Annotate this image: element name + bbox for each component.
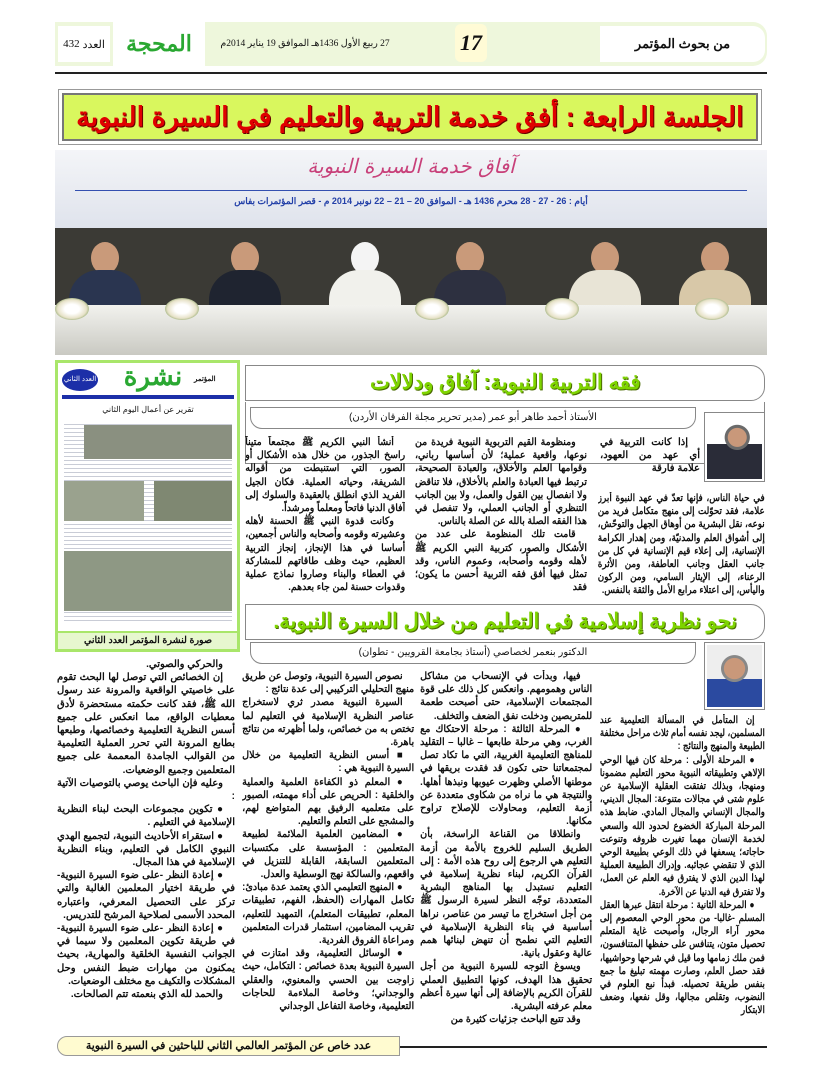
paragraph: ● الوسائل التعليمية، وقد امتازت في السيرة النبوية بعدة خصائص : التكامل، حيث زاوجت بين الحسي والمعنوي، والعقلي والوجداني؛ وخاصة الملاءمة للحاجات التعليمية، وخاصة التفاعل الوجداني — [242, 948, 414, 1013]
article1-author-box — [250, 407, 696, 429]
article1-title-box — [245, 365, 765, 401]
paragraph: إن المتأمل في المسألة التعليمية عند المسلمين، ليجد نفسه أمام ثلاث مراحل مختلفة الطبيعة والمنهج والنتائج : — [600, 715, 765, 753]
paragraph: ويسوغ التوجه للسيرة النبوية من أجل تحقيق هذا الهدف، كونها التطبيق العملي للقرآن الكريم بالإضافة إلى أنها سيرة أعظم معلم عرفته البشرية. — [420, 961, 592, 1013]
paragraph: والحركي والصوتي. — [146, 659, 223, 670]
footer-rule — [400, 1046, 767, 1048]
paragraph: ● إعادة النظر -على ضوء السيرة النبوية- في طريقة تكوين المعلمين ولا سيما في الجوانب النفسية الخلقية والمهارية، بحيث يمكنون من مهارات ضبط النفس وحل المشكلات والتكيف مع مختلف الوضعيات. — [57, 923, 235, 987]
issue-label: العدد — [82, 38, 105, 51]
author-photo — [704, 412, 765, 482]
article2-author: الدكتور بنعمر لخصاصي (أستاذ بجامعة القرويين - تطوان) — [358, 647, 588, 658]
newsletter-name: نشرة — [123, 361, 183, 391]
paragraph: ■ أسس النظرية التعليمية من خلال السيرة النبوية هي : — [242, 750, 414, 775]
issue-number — [58, 26, 110, 62]
article1-author: الأستاذ أحمد طاهر أبو عمر (مدير تحرير مجلة الفرقان الأردن) — [349, 412, 597, 423]
paragraph: وكانت قدوة النبي ﷺ الحسنة لأهله وعشيرته وقومه وأصحابه والناس أجمعين، أساسا في هذا الإنجاز، إنجاز التربية العظيم، حيث وظف طاقاتهم للمشاركة في العطاء والبناء وصاروا نماذج عملية وقدوات حسنة لمن جاء بعدهم. — [245, 516, 405, 594]
article2-col2 — [420, 670, 592, 1030]
issue-date: 27 ربيع الأول 1436هـ الموافق 19 يناير 2014م — [220, 39, 390, 49]
paragraph: إذا كانت التربية في أي عهد من العهود، علامة فارقة — [600, 437, 700, 475]
article1-col1-continued: في حياة الناس، فإنها تعدّ في عهد النبوة أبرز علامة، فقد تحوّلت إلى منهج متكامل فريد من نوعه، نقل البشرية من أوهاق الجهل والتوحّش، إلى أشواق العلم والمدنيّة، ومن إهدار الكرامة الإنسانية، إلى إعلاء قيم الإنسانية في كل من جانب العقل وجانب العاطفة، ومن الأثرة الرعناء، إلى الإيثار السامي، ومن الركون واليأس، إلى اعتلاء مرابع الأمل والثقة بالنفس. — [598, 493, 765, 597]
flower-arrangement — [545, 298, 579, 320]
article1-title: فقه التربية النبوية: آفاق ودلالات — [370, 371, 641, 394]
flower-arrangement — [55, 298, 89, 320]
paragraph: ● المرحلة الثانية : مرحلة انتقل عبرها العقل المسلم -غالبا- من محور الوحي المعصوم إلى محور آراء الرجال، وأصبحت غاية المتعلم تحصيل متون، يتنافس على حفظها المتنافسون، فمن ملك زمامها وما قيل في شرحها وحواشيها، فقد حصل العلم، وصارت مهمته تبليغ ما جمع بنفس طريقة تحصيله. فبدأ نبع العلوم في النضوب، وتقلص مجالها، وقل نفعها، وضعف الابتكار — [600, 899, 765, 1017]
issue-value: 432 — [63, 38, 80, 50]
article2-author-box — [250, 642, 696, 664]
article2-title: نحو نظرية إسلامية في التعليم من خلال السيرة النبوية. — [273, 610, 737, 633]
photo-banner-rule — [75, 190, 747, 191]
paragraph: ● المضامين العلمية الملائمة لطبيعة المتعلمين : المؤسسة على مكتسبات المتعلمين السابقة، القابلة للتنزيل في واقعهم، والسالكة نهج الوسطية والعدل. — [242, 829, 414, 881]
article2-title-box — [245, 604, 765, 640]
thumbnail-caption: صورة لنشرة المؤتمر العدد الثاني — [58, 631, 238, 649]
paragraph: ● المرحلة الثالثة : مرحلة الاحتكاك مع الغرب، وهي مرحلة طابعها – غالبا – التقليد للمناهج التعليمية الغربية، التي ما تكاد تصل لمجتمعاتنا حتى تكون قد فقدت بريقها في موطنها الأصلي وظهرت عيوبها ونبذها أهلها. والنتيجة هي ما نراه من شكاوى متعددة عن أزمة التعليم، ومحاولات للإصلاح تراوح مكانها. — [420, 723, 592, 828]
article2-title-frame — [250, 605, 760, 639]
paragraph: ● المرحلة الأولى : مرحلة كان فيها الوحي الإلاهي وتطبيقاته النبوية محور التعليم مضمونا ومنهجا، وبذلك تفتقت العقلية الإسلامية عن علوم شتى في مجالات متنوعة: المجال الديني، والمجال الإنساني والمجال المادي. ضابط هذه المرحلة المباركة الخضوع لحدود الله والسعي لخدمة الإنسان مهما تغيرت ظروفه وتنوعت حاجاته؛ يسعفها في ذلك الوعي بطبيعة الوحي الذي لا تنقضي عجائبه. وإدراك الطبيعة العملية لهذا الدين الذي لا يفترق فيه العلم عن العمل، ولا تفترق فيه الدنيا عن الآخرة. — [600, 754, 765, 898]
header-rule — [55, 72, 767, 74]
footer-note: عدد خاص عن المؤتمر العالمي الثاني للباحثين في السيرة النبوية — [57, 1036, 400, 1056]
conference-photo — [55, 150, 767, 355]
flower-arrangement — [415, 298, 449, 320]
newsletter-bar — [62, 395, 234, 399]
article1-col3 — [245, 436, 405, 601]
publication-logo: المحجة — [113, 22, 205, 66]
paragraph: ● استقراء الأحاديث النبوية، لتجميع الهدي النبوي الكامل في التعليم، وبناء النظرية الإسلامية في هذا المجال. — [57, 830, 235, 869]
paragraph: إن الخصائص التي توصل لها البحث تقوم على خاصيتي الواقعية والمرونة عند رسول الله ﷺ، فقد كانت حكمته مستحضرة لأدق معطيات الواقع، مما انعكس على جميع أسس النظرية التعليمية وخصائصها، وطبعها بطابع المرونة التي تحرر العملية التعليمية من القوالب الجامدة المعممة على جميع المتعلمين وجميع الوضعيات. — [57, 672, 235, 776]
newsletter-content — [64, 421, 232, 621]
newsletter-thumbnail — [55, 360, 240, 652]
flower-arrangement — [695, 298, 729, 320]
page-number: 17 — [455, 24, 487, 62]
paragraph: أنشأ النبي الكريم ﷺ مجتمعاً متيناً راسخ الجذور، من خلال هذه الأشكال أو الصور، التي استنبطت من أقواله الشريفة، وحياته العملية. فكان الجيل الفريد الذي انطلق بالعقيدة والسلوك إلى آفاق الدنيا فاتحاً ومعلماً ومرشداً. — [245, 437, 405, 515]
session-title-banner — [62, 93, 758, 141]
article1-col2 — [415, 436, 587, 601]
issue-badge: العدد الثاني — [62, 369, 98, 391]
paragraph: وعليه فإن الباحث يوصي بالتوصيات الآتية : — [57, 777, 235, 803]
newsletter-headline: تقرير عن أعمال اليوم الثاني — [102, 405, 194, 414]
newsletter-subtitle: المؤتمر — [194, 376, 216, 383]
author-photo — [704, 642, 765, 710]
paragraph: والحمد لله الذي بنعمته تتم الصالحات. — [70, 989, 223, 1001]
photo-banner-date: أيام : 26 - 27 - 28 محرم 1436 هـ - الموافق 20 – 21 – 22 نونبر 2014 م - قصر المؤتمرات بفاس — [234, 196, 588, 206]
article1-col1-top — [600, 436, 700, 490]
panel-table — [55, 305, 767, 355]
article1-title-frame — [250, 366, 760, 400]
article2-col3 — [242, 670, 414, 1030]
paragraph: ● المعلم ذو الكفاءة العلمية والعملية والخلقية : الحريص على أداء مهمته، الصبور على متعلميه الرفيق بهم المتواضع لهم، والمشجع على التعلم والتعليم. — [242, 776, 414, 828]
paragraph: ومنظومة القيم التربوية النبوية فريدة من نوعها، واقعية عملية؛ لأن أساسها رباني، وقوامها العلم والأخلاق، والعبادة الصحيحة، ترتبط فيها العبادة والعلم بالأخلاق، فلا تناقض ولا انفصال بين القول والعمل، ولا بين الجانب التنظري أو الجانب العملي، ولا تنفصل في هذا الفقه الصلة بالله عن الصلة بالناس. — [415, 437, 587, 528]
section-label: من بحوث المؤتمر — [600, 26, 765, 62]
paragraph: وقد تتبع الباحث جزئيات كثيرة من — [450, 1014, 581, 1026]
paragraph: قامت تلك المنظومة على عدد من الأشكال والصور، كتربية النبي الكريم ﷺ لأهله وقومه وأصحابه، وعموم الناس، وقد تمثل فيها أفق فقه التربية أحسن ما يكون؛ فقد — [415, 529, 587, 594]
paragraph: نصوص السيرة النبوية، وتوصل عن طريق منهج التحليلي التركيبي إلى عدة نتائج : — [242, 671, 414, 696]
photo-banner-title: آفاق خدمة السيرة النبوية — [307, 154, 515, 178]
flower-arrangement — [165, 298, 199, 320]
paragraph: ● إعادة النظر -على ضوء السيرة النبوية- في طريقة اختيار المعلمين الغالبة والتي تركز على التحصيل المعرفي، واعتباره المحدد الأسمى لصلاحية المرشح للتدريس. — [57, 870, 235, 921]
paragraph: السيرة النبوية مصدر ثري لاستخراج عناصر النظرية الإسلامية في التعليم لما تختص به من خصائص، ولما أظهرته من نتائج باهرة. — [242, 697, 414, 749]
article2-col4 — [57, 658, 235, 1030]
paragraph: وانطلاقا من القناعة الراسخة، بأن الطريق السليم للخروج بالأمة من أزمة التعليم هي الرجوع إلى روح هذه الأمة : إلى القرآن الكريم، لبناء نظرية إسلامية في التعليم نستبدل بها المناهج البشرية المتعددة، توجّه النظر لسيرة الرسول ﷺ من أجل استخراج ما تيسر من عناصر، نراها أساسية في بناء النظرية الإسلامية في التعليم التي نطمح أن تنهض لبنائها همم عالية وعقول بانية. — [420, 829, 592, 960]
paragraph: ● المنهج التعليمي الذي يعتمد عدة مبادئ: تكامل المهارات (الحفظ، الفهم، تطبيقات المعلم، تطبيقات المتعلم)، التمهيد للتعليم، تقريب المضامين، استثمار قدرات المتعلمين ومراعاة الفروق الفردية. — [242, 882, 414, 947]
article2-col1 — [600, 714, 765, 1030]
paragraph: ● تكوين مجموعات البحث لبناء النظرية الإسلامية في التعليم . — [57, 804, 235, 829]
session-title: الجلسة الرابعة : أفق خدمة التربية والتعليم في السيرة النبوية — [76, 102, 744, 132]
paragraph: فيها، وبدأت في الإنسحاب من مشاكل الناس وهمومهم. وانعكس كل ذلك على قوة المجتمعات الإسلامية، حتى أصبحت طعمة للمتربصين ودخلت نفق الضعف والتخلف. — [420, 671, 592, 722]
